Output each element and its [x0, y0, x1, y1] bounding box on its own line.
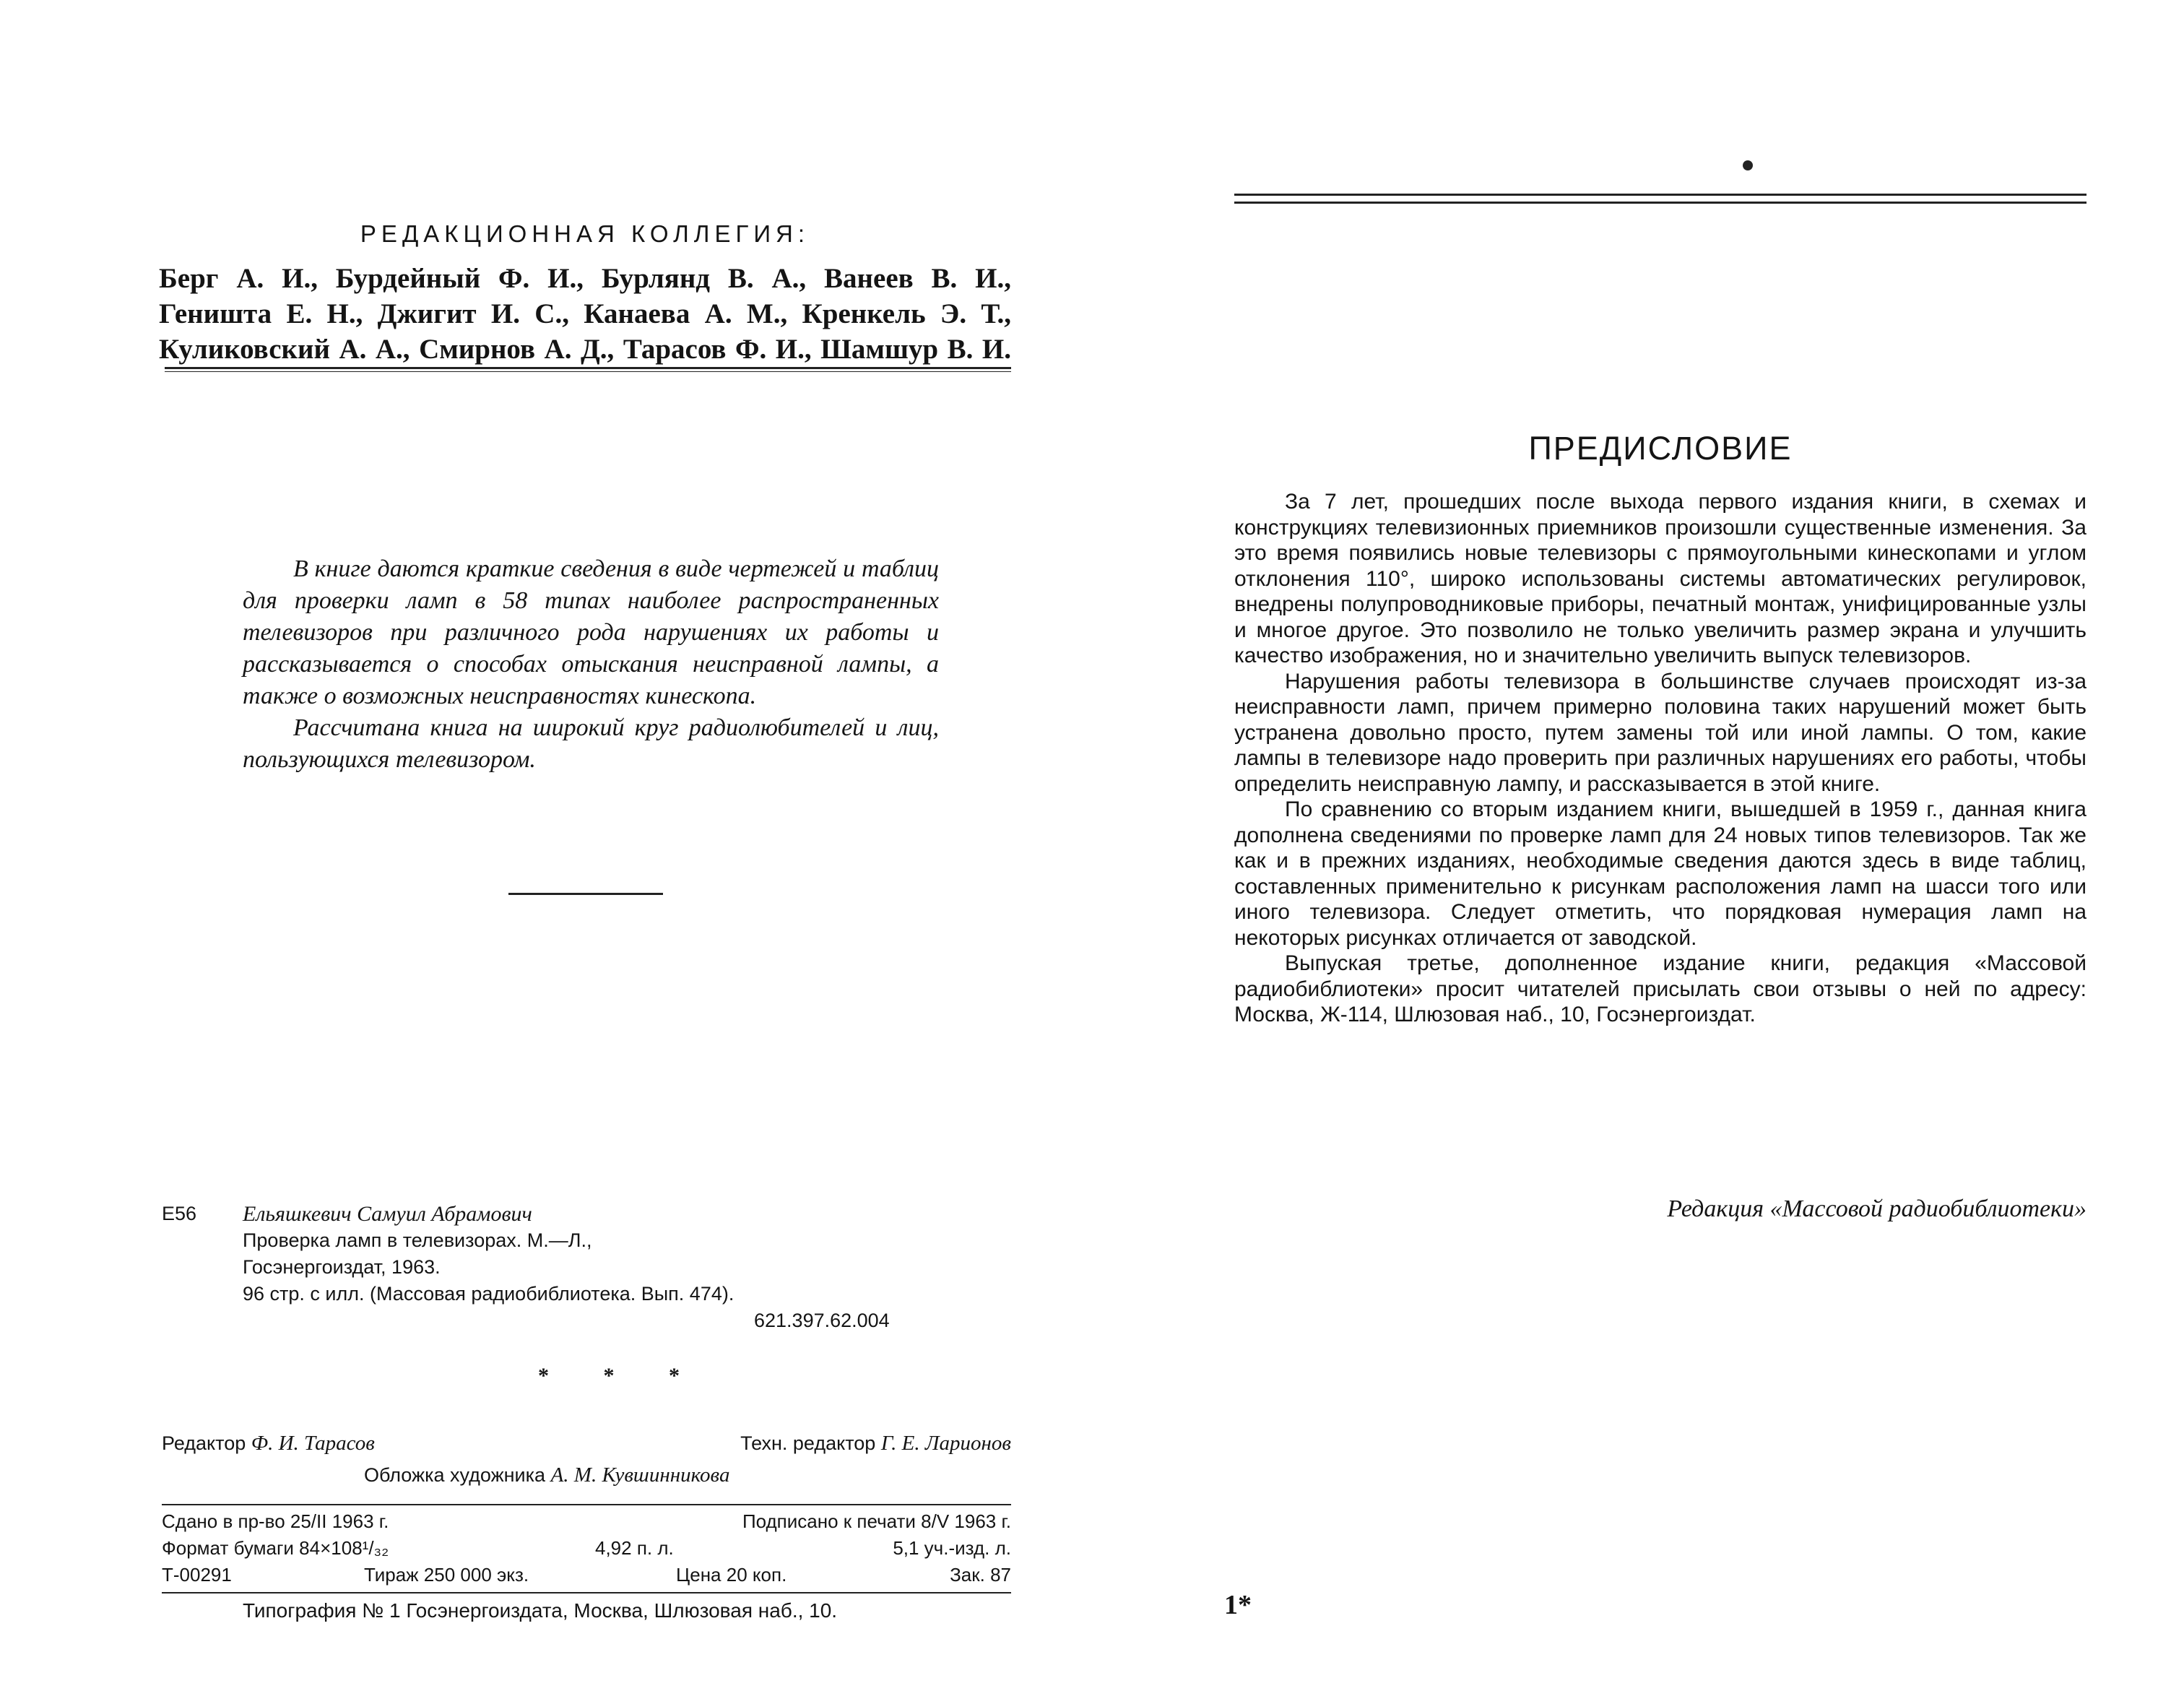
editorial-board-divider [165, 367, 1011, 372]
annotation-divider [508, 893, 663, 895]
imprint-top-rule [162, 1504, 1011, 1505]
tech-editor-credit [740, 1429, 1011, 1458]
preface-signature: Редакция «Массовой радиобиблиотеки» [1667, 1195, 2086, 1222]
imprint-row-1 [162, 1508, 1011, 1535]
signed-date: Подписано к печати 8/V 1963 г. [742, 1510, 1011, 1532]
imprint-row-2 [162, 1535, 1011, 1562]
price: Цена 20 коп. [676, 1564, 787, 1586]
section-stars: * * * [538, 1364, 704, 1388]
udc-code: 621.397.62.004 [754, 1310, 890, 1331]
bib-line-1: Проверка ламп в телевизорах. М.—Л., [243, 1229, 592, 1251]
imprint [162, 1508, 1011, 1588]
library-code: Е56 [162, 1203, 197, 1224]
printer-line: Типография № 1 Госэнергоиздата, Москва, Шлюзовая наб., 10. [243, 1599, 838, 1622]
print-sheets: 4,92 п. л. [595, 1537, 674, 1559]
header-double-rule [1234, 194, 2086, 204]
ornament-dot [1743, 160, 1753, 170]
preface-body [1234, 489, 2086, 1028]
tech-editor-name: Г. Е. Ларионов [880, 1432, 1011, 1455]
imprint-bottom-rule [162, 1592, 1011, 1593]
editorial-board-line-2: Геништа Е. Н., Джигит И. С., Канаева А. М., Кренкель Э. Т., [159, 298, 1011, 329]
annotation-paragraph-2: Рассчитана книга на широкий круг радиолюбителей и лиц, пользующихся телевизором. [243, 714, 939, 773]
annotation [243, 553, 939, 776]
cover-label: Обложка художника [364, 1464, 546, 1486]
cover-artist-name: А. М. Кувшинникова [550, 1463, 730, 1487]
bib-line-3: 96 стр. с илл. (Массовая радиобиблиотека. Вып. 474). [243, 1283, 734, 1305]
editorial-board-title: РЕДАКЦИОННАЯ КОЛЛЕГИЯ: [360, 220, 810, 247]
preface-paragraph-2: Нарушения работы телевизора в большинстве случаев происходят из-за неисправности ламп, причем примерно половина таких нарушений может быть устранена довольно просто, путем замены той или иной лампы. О том, какие лампы в телевизоре надо проверить при различных нарушениях его работы, чтобы определить неисправную лампу, и рассказывается в этой книге. [1234, 669, 2086, 796]
order-code: Т-00291 [162, 1564, 232, 1586]
tech-editor-label: Техн. редактор [740, 1432, 876, 1454]
preface-paragraph-4: Выпуская третье, дополненное издание книги, редакция «Массовой радиобиблиотеки» просит читателей присылать свои отзывы о ней по адресу: Москва, Ж-114, Шлюзовая наб., 10, Госэнергоиздат. [1234, 951, 2086, 1026]
preface-title: ПРЕДИСЛОВИЕ [1528, 430, 1793, 467]
submitted-date: Сдано в пр-во 25/II 1963 г. [162, 1510, 389, 1532]
imprint-row-3 [162, 1562, 1011, 1588]
right-page [1092, 0, 2184, 1691]
preface-paragraph-1: За 7 лет, прошедших после выхода первого издания книги, в схемах и конструкциях телевизионных приемников произошли существенные изменения. За это время появились новые телевизоры с прямоугольными кинескопами и углом отклонения 110°, широко использованы системы автоматических регулировок, внедрены полупроводниковые приборы, печатный монтаж, унифицированные узлы и многое другое. Это позволило не только увеличить размер экрана и улучшить качество изображения, но и значительно увеличить выпуск телевизоров. [1234, 490, 2086, 667]
preface-paragraph-3: По сравнению со вторым изданием книги, вышедшей в 1959 г., данная книга дополнена сведениями по проверке ламп для 24 новых типов телевизоров. Так же как и в прежних изданиях, необходимые сведения даются здесь в виде таблиц, составленных применительно к рисункам расположения ламп на шасси того или иного телевизора. Следует отметить, что порядковая нумерация ламп на некоторых рисунках отличается от заводской. [1234, 797, 2086, 950]
order-number: Зак. 87 [950, 1564, 1011, 1586]
print-run: Тираж 250 000 экз. [364, 1564, 529, 1586]
editor-name: Ф. И. Тарасов [251, 1432, 375, 1455]
cover-credit [364, 1461, 729, 1489]
editor-credit [162, 1429, 375, 1458]
annotation-paragraph-1: В книге даются краткие сведения в виде чертежей и таблиц для проверки ламп в 58 типах наиболее распространенных телевизоров при различного рода нарушениях их работы и рассказывается о способах отыскания неисправной лампы, а также о возможных неисправностях кинескопа. [243, 555, 939, 709]
editorial-board-line-1: Берг А. И., Бурдейный Ф. И., Бурлянд В. А., Ванеев В. И., [159, 263, 1011, 294]
publishing-sheets: 5,1 уч.-изд. л. [893, 1537, 1011, 1559]
editor-label: Редактор [162, 1432, 246, 1454]
paper-format: Формат бумаги 84×108¹/₃₂ [162, 1537, 389, 1559]
editorial-board [159, 220, 1011, 367]
editorial-board-line-3: Куликовский А. А., Смирнов А. Д., Тарасов Ф. И., Шамшур В. И. [159, 334, 1011, 365]
page-number: 1* [1224, 1590, 1252, 1620]
bib-line-2: Госэнергоиздат, 1963. [243, 1256, 441, 1278]
book-author: Ельяшкевич Самуил Абрамович [243, 1202, 532, 1226]
